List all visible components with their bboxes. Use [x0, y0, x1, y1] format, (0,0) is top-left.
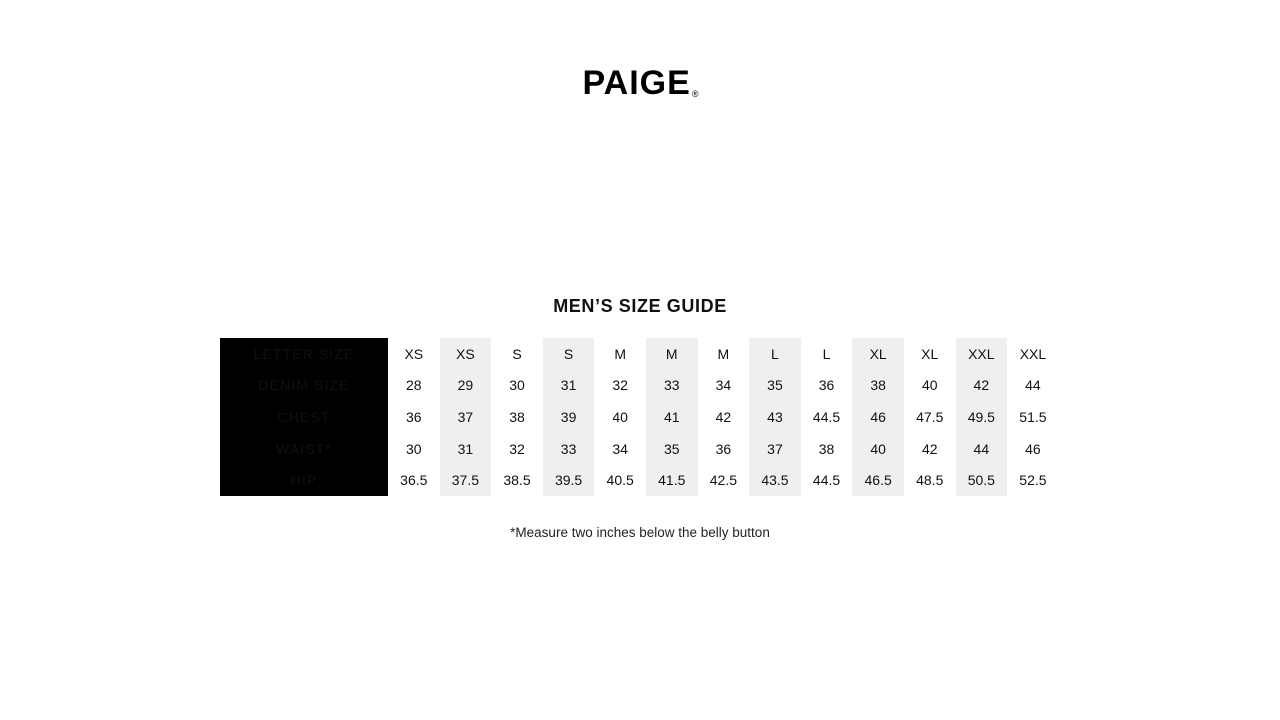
table-cell: 35 [749, 370, 801, 402]
table-cell: XL [904, 338, 956, 370]
table-cell: 34 [698, 370, 750, 402]
table-cell: 42 [698, 401, 750, 433]
table-cell: XS [388, 338, 440, 370]
table-cell: XXL [956, 338, 1008, 370]
table-cell: 36.5 [388, 464, 440, 496]
table-cell: 46 [852, 401, 904, 433]
table-cell: XS [440, 338, 492, 370]
table-cell: 31 [440, 433, 492, 465]
registered-trademark-icon: ® [691, 89, 699, 99]
table-cell: M [594, 338, 646, 370]
table-cell: 50.5 [956, 464, 1008, 496]
table-cell: 46.5 [852, 464, 904, 496]
table-cell: 31 [543, 370, 595, 402]
table-cell: 38.5 [491, 464, 543, 496]
table-cell: 47.5 [904, 401, 956, 433]
table-cell: 34 [594, 433, 646, 465]
table-cell: 33 [543, 433, 595, 465]
table-cell: M [646, 338, 698, 370]
row-label-letter-size: LETTER SIZE [220, 338, 388, 370]
table-cell: S [491, 338, 543, 370]
table-cell: 39 [543, 401, 595, 433]
table-cell: XXL [1007, 338, 1059, 370]
table-cell: 46 [1007, 433, 1059, 465]
table-cell: 40 [594, 401, 646, 433]
measurement-footnote: *Measure two inches below the belly button [510, 525, 770, 540]
table-row [220, 401, 1059, 433]
table-cell: L [749, 338, 801, 370]
row-label-waist: WAIST* [220, 433, 388, 465]
table-cell: 30 [491, 370, 543, 402]
table-cell: S [543, 338, 595, 370]
table-cell: 41 [646, 401, 698, 433]
table-cell: 40 [852, 433, 904, 465]
table-cell: 44.5 [801, 464, 853, 496]
brand-logo [0, 66, 1280, 100]
page-title: MEN’S SIZE GUIDE [553, 296, 727, 316]
row-label-chest: CHEST [220, 401, 388, 433]
size-guide-table [220, 338, 1059, 496]
table-cell: 44.5 [801, 401, 853, 433]
table-cell: 41.5 [646, 464, 698, 496]
table-cell: L [801, 338, 853, 370]
table-cell: 42 [904, 433, 956, 465]
table-row [220, 338, 1059, 370]
table-cell: 37 [440, 401, 492, 433]
table-cell: 52.5 [1007, 464, 1059, 496]
table-cell: 43 [749, 401, 801, 433]
table-row [220, 433, 1059, 465]
table-cell: 44 [956, 433, 1008, 465]
table-cell: 39.5 [543, 464, 595, 496]
table-cell: 35 [646, 433, 698, 465]
table-cell: 36 [801, 370, 853, 402]
brand-name: PAIGE [582, 64, 691, 102]
table-cell: 37 [749, 433, 801, 465]
table-cell: 38 [852, 370, 904, 402]
table-cell: 40 [904, 370, 956, 402]
table-cell: 29 [440, 370, 492, 402]
table-cell: 51.5 [1007, 401, 1059, 433]
table-cell: 48.5 [904, 464, 956, 496]
table-cell: 40.5 [594, 464, 646, 496]
table-cell: 28 [388, 370, 440, 402]
table-cell: 33 [646, 370, 698, 402]
row-label-hip: HIP [220, 464, 388, 496]
table-row [220, 370, 1059, 402]
table-cell: 36 [698, 433, 750, 465]
table-cell: 36 [388, 401, 440, 433]
table-cell: 30 [388, 433, 440, 465]
row-label-denim-size: DENIM SIZE [220, 370, 388, 402]
table-cell: 38 [491, 401, 543, 433]
size-guide-table-wrapper [220, 338, 1057, 496]
table-cell: 32 [491, 433, 543, 465]
table-cell: 32 [594, 370, 646, 402]
table-cell: 44 [1007, 370, 1059, 402]
table-cell: 49.5 [956, 401, 1008, 433]
table-cell: 42 [956, 370, 1008, 402]
table-cell: 37.5 [440, 464, 492, 496]
table-cell: 42.5 [698, 464, 750, 496]
table-cell: M [698, 338, 750, 370]
table-cell: 43.5 [749, 464, 801, 496]
table-cell: 38 [801, 433, 853, 465]
table-row [220, 464, 1059, 496]
table-cell: XL [852, 338, 904, 370]
